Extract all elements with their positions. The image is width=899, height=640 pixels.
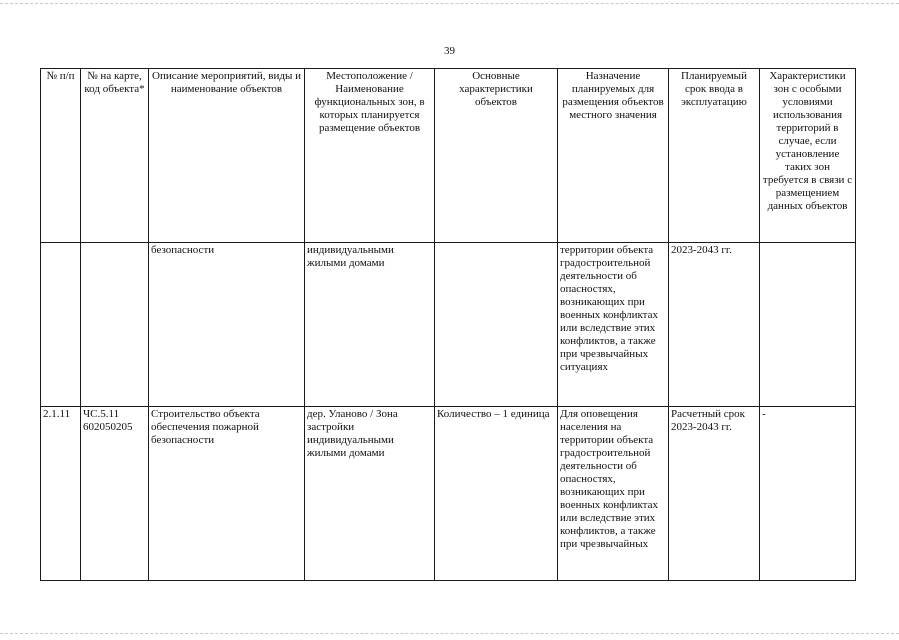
cell-special-zones (760, 243, 856, 407)
page-number: 39 (444, 45, 455, 57)
cell-characteristics: Количество – 1 единица (435, 407, 558, 581)
scan-top-edge (0, 3, 899, 4)
table-header-row (41, 69, 856, 243)
header-characteristics: Основные характеристики объектов (435, 69, 558, 243)
cell-location: дер. Уланово / Зона застройки индивидуальными жилыми домами (305, 407, 435, 581)
cell-special-zones: - (760, 407, 856, 581)
cell-commission-term: 2023-2043 гг. (669, 243, 760, 407)
cell-purpose: территории объекта градостроительной деятельности об опасностях, возникающих при военных конфликтах или вследствие этих конфликтов, а также при чрезвычайных ситуациях (558, 243, 669, 407)
header-location: Местоположение / Наименование функциональных зон, в которых планируется размещение объектов (305, 69, 435, 243)
cell-number (41, 243, 81, 407)
cell-description: безопасности (149, 243, 305, 407)
table-row (41, 407, 856, 581)
cell-purpose: Для оповещения населения на территории объекта градостроительной деятельности об опасностях, возникающих при военных конфликтах или вследствие этих конфликтов, а также при чрезвычайных (558, 407, 669, 581)
header-special-zones: Характеристики зон с особыми условиями использования территорий в случае, если установление таких зон требуется в связи с размещением данных объектов (760, 69, 856, 243)
table-row (41, 243, 856, 407)
planned-objects-table (40, 68, 856, 581)
header-commission-term: Планируемый срок ввода в эксплуатацию (669, 69, 760, 243)
cell-location: индивидуальными жилыми домами (305, 243, 435, 407)
header-purpose: Назначение планируемых для размещения объектов местного значения (558, 69, 669, 243)
header-map-code: № на карте, код объекта* (81, 69, 149, 243)
cell-map-code: ЧС.5.11 602050205 (81, 407, 149, 581)
header-description: Описание мероприятий, виды и наименование объектов (149, 69, 305, 243)
cell-commission-term: Расчетный срок 2023-2043 гг. (669, 407, 760, 581)
scan-bottom-edge (0, 633, 899, 634)
cell-map-code (81, 243, 149, 407)
cell-characteristics (435, 243, 558, 407)
header-number: № п/п (41, 69, 81, 243)
cell-number: 2.1.11 (41, 407, 81, 581)
cell-description: Строительство объекта обеспечения пожарной безопасности (149, 407, 305, 581)
